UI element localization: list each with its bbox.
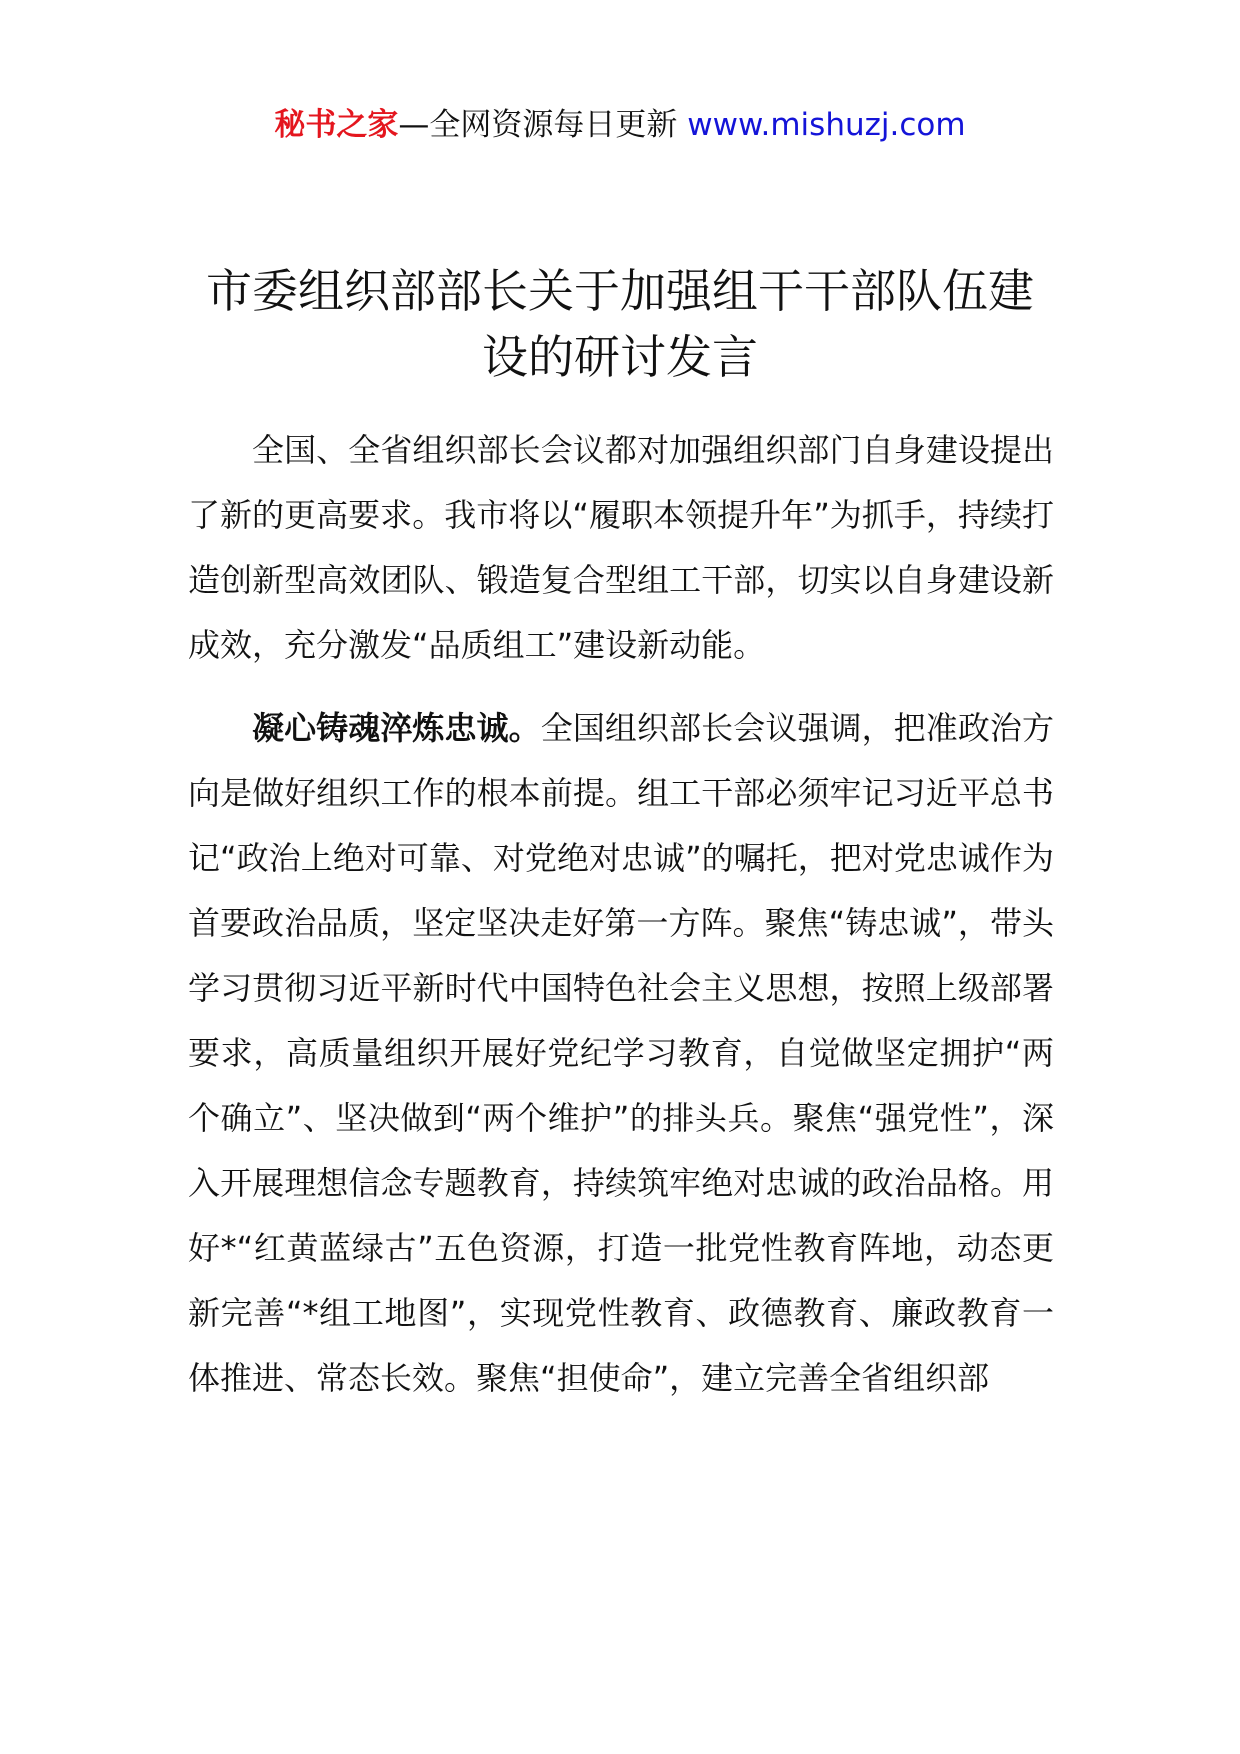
paragraph-body: 全国组织部长会议强调，把准政治方向是做好组织工作的根本前提。组工干部必须牢记习近平总书记“政治上绝对可靠、对党绝对忠诚”的嘱托，把对党忠诚作为首要政治品质，坚定坚决走好第一方阵。聚焦“铸忠诚”，带头学习贯彻习近平新时代中国特色社会主义思想，按照上级部署要求，高质量组织开展好党纪学习教育，自觉做坚定拥护“两个确立”、坚决做到“两个维护”的排头兵。聚焦“强党性”，深入开展理想信念专题教育，持续筑牢绝对忠诚的政治品格。用好*“红黄蓝绿古”五色资源，打造一批党性教育阵地，动态更新完善“*组工地图”，实现党性教育、政德教育、廉政教育一体推进、常态长效。聚焦“担使命”，建立完善全省组织部 [188,709,1054,1397]
document-body [188,418,1054,1411]
site-url-link[interactable]: www.mishuzj.com [687,107,966,143]
paragraph-lead-heading: 凝心铸魂淬炼忠诚。 [252,709,541,747]
brand-name: 秘书之家 [274,107,399,143]
paragraph-intro: 全国、全省组织部长会议都对加强组织部门自身建设提出了新的更高要求。我市将以“履职本领提升年”为抓手，持续打造创新型高效团队、锻造复合型组工干部，切实以自身建设新成效，充分激发“品质组工”建设新动能。 [188,431,1054,664]
site-header [0,100,1240,150]
paragraph-loyalty [188,696,1054,1411]
document-title: 市委组织部部长关于加强组干干部队伍建设的研讨发言 [206,264,1034,384]
header-tagline: —全网资源每日更新 [398,107,688,143]
